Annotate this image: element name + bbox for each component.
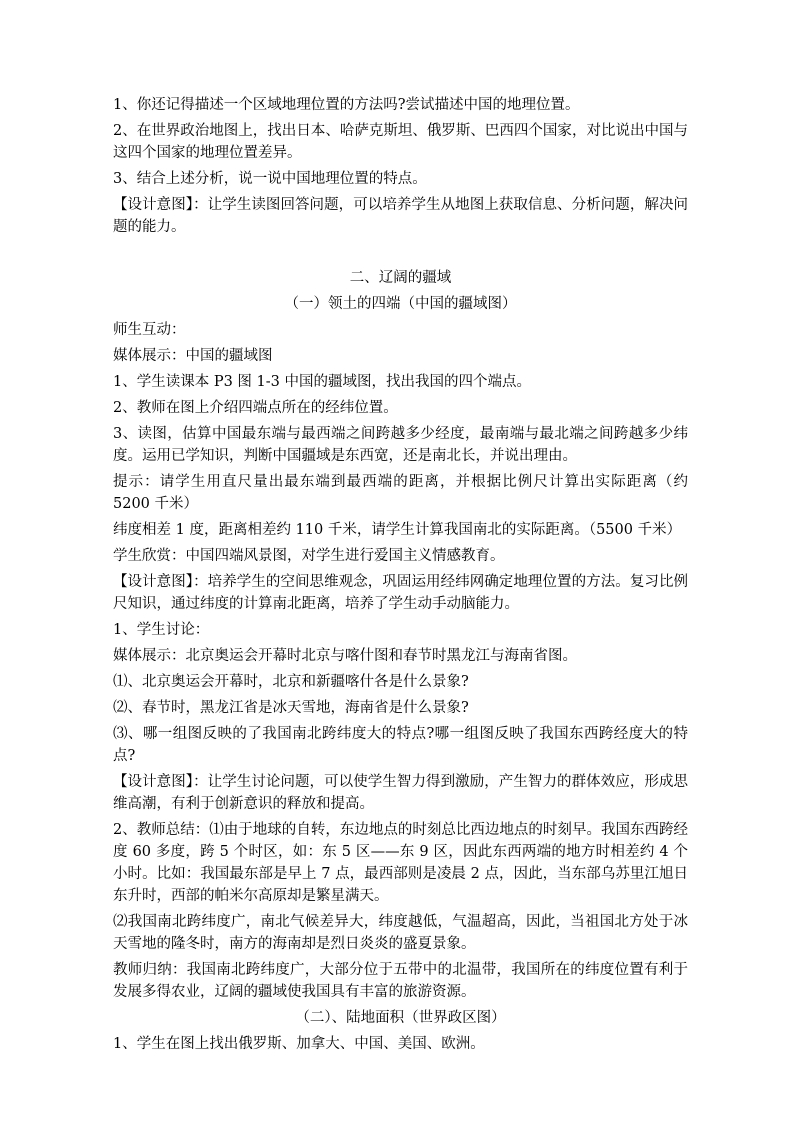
paragraph-media-1: 媒体展示：中国的疆域图 xyxy=(113,348,273,364)
paragraph-media-2: 媒体展示：北京奥运会开幕时北京与喀什图和春节时黑龙江与海南省图。 xyxy=(113,648,577,664)
paragraph-summary-2: ⑵我国南北跨纬度广，南北气候差异大，纬度越低，气温超高，因此，当祖国北方处于冰天雪地的隆冬时，南方的海南却是烈日炎炎的盛夏景象。 xyxy=(113,914,688,952)
question-1: ⑴、北京奥运会开幕时，北京和新疆喀什各是什么景象? xyxy=(113,674,469,690)
paragraph-step-3: 3、读图，估算中国最东端与最西端之间跨越多少经度，最南端与最北端之间跨越多少纬度。运用已学知识，判断中国疆域是东西宽，还是南北长，并说出理由。 xyxy=(113,426,688,464)
paragraph-discussion: 1、学生讨论： xyxy=(113,622,210,638)
paragraph-find-countries: 1、学生在图上找出俄罗斯、加拿大、中国、美国、欧洲。 xyxy=(113,1036,485,1052)
section-title: 二、辽阔的疆域 xyxy=(349,270,452,286)
paragraph-q3: 3、结合上述分析，说一说中国地理位置的特点。 xyxy=(113,171,427,187)
subsection-title-1: （一）领土的四端（中国的疆域图） xyxy=(284,296,517,312)
paragraph-interaction: 师生互动： xyxy=(113,322,186,338)
design-intent-3: 【设计意图】：让学生讨论问题，可以使学生智力得到激励，产生智力的群体效应，形成思维高潮，有利于创新意识的释放和提高。 xyxy=(113,774,688,812)
section-spacer xyxy=(113,242,688,267)
paragraph-summary-1: 2、教师总结：⑴由于地球的自转，东边地点的时刻总比西边地点的时刻早。我国东西跨经度 60 多度，跨 5 个时区，如：东 5 区——东 9 区，因此东西两端的地方时相差约 4 个小时。比如：我国最东部是早上 7 点，最西部则是凌晨 2 点，因此，当东部乌苏里江旭日东升时，西部的帕米尔高原却是繁星满天。 xyxy=(113,822,688,904)
paragraph-hint: 提示：请学生用直尺量出最东端到最西端的距离，并根据比例尺计算出实际距离（约 5200 千米） xyxy=(113,474,688,512)
paragraph-step-2: 2、教师在图上介绍四端点所在的经纬位置。 xyxy=(113,400,398,416)
question-3: ⑶、哪一组图反映的了我国南北跨纬度大的特点?哪一组图反映了我国东西跨经度大的特点? xyxy=(113,726,688,764)
question-2: ⑵、春节时，黑龙江省是冰天雪地，海南省是什么景象? xyxy=(113,700,469,716)
document-body xyxy=(113,94,688,1059)
paragraph-latitude: 纬度相差 1 度，距离相差约 110 千米，请学生计算我国南北的实际距离。（5500 千米） xyxy=(113,522,682,538)
paragraph-conclusion: 教师归纳：我国南北跨纬度广，大部分位于五带中的北温带，我国所在的纬度位置有利于发展多得农业，辽阔的疆域使我国具有丰富的旅游资源。 xyxy=(113,962,688,1000)
paragraph-step-1: 1、学生读课本 P3 图 1-3 中国的疆域图，找出我国的四个端点。 xyxy=(113,374,531,390)
paragraph-q2: 2、在世界政治地图上，找出日本、哈萨克斯坦、俄罗斯、巴西四个国家，对比说出中国与这四个国家的地理位置差异。 xyxy=(113,123,688,161)
paragraph-q1: 1、你还记得描述一个区域地理位置的方法吗?尝试描述中国的地理位置。 xyxy=(113,97,580,113)
subsection-title-2: （二）、陆地面积（世界政区图） xyxy=(295,1010,506,1026)
design-intent-1: 【设计意图】：让学生读图回答问题，可以培养学生从地图上获取信息、分析问题，解决问题的能力。 xyxy=(113,197,688,235)
design-intent-2: 【设计意图】：培养学生的空间思维观念，巩固运用经纬网确定地理位置的方法。复习比例尺知识，通过纬度的计算南北距离，培养了学生动手动脑能力。 xyxy=(113,574,688,612)
paragraph-appreciation: 学生欣赏：中国四端风景图，对学生进行爱国主义情感教育。 xyxy=(113,548,505,564)
